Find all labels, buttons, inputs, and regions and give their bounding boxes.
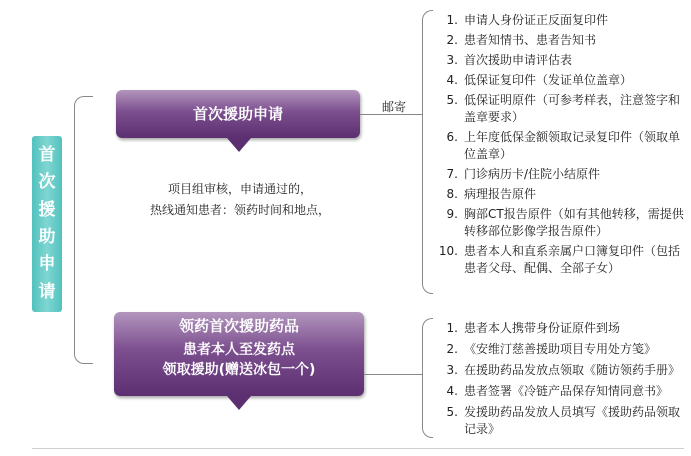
item-number: 4. [446, 73, 458, 87]
item-text: 上年度低保金额领取记录复印件（领取单位盖章） [464, 130, 681, 161]
pickup-steps-list [436, 320, 688, 442]
list-item [436, 166, 684, 183]
item-text: 在援助药品发放点领取《随访领药手册》 [464, 363, 681, 377]
item-number: 7. [446, 167, 458, 181]
item-text: 患者知情书、患者告知书 [464, 33, 597, 47]
item-text: 低保证明原件（可参考样表，注意签字和盖章要求） [464, 93, 681, 124]
item-text: 发援助药品发放人员填写《援助药品领取记录》 [464, 405, 681, 436]
item-number: 2. [446, 33, 458, 47]
side-title-char: 首 [38, 145, 56, 166]
list-item [436, 32, 684, 49]
item-number: 1. [446, 13, 458, 27]
connector-line [364, 374, 422, 375]
side-title-banner [32, 136, 62, 312]
list-item [436, 243, 684, 277]
receive-medicine-title: 领药首次援助药品 [178, 317, 299, 335]
list-item [436, 404, 688, 438]
review-line: 热线通知患者：领药时间和地点， [149, 203, 330, 217]
list-item [436, 72, 684, 89]
down-arrow-icon [227, 138, 251, 152]
pickup-steps-bracket [422, 318, 433, 438]
side-title-char: 申 [38, 254, 56, 275]
item-text: 首次援助申请评估表 [464, 53, 573, 67]
side-title-char: 次 [38, 172, 56, 193]
documents-bracket [422, 10, 433, 294]
item-number: 6. [446, 130, 458, 144]
list-item [436, 12, 684, 29]
item-number: 10. [438, 244, 458, 258]
item-number: 5. [446, 405, 458, 419]
side-title-char: 请 [38, 281, 56, 302]
item-number: 9. [446, 207, 458, 221]
side-title-char: 助 [38, 227, 56, 248]
item-text: 病理报告原件 [464, 187, 537, 201]
item-text: 患者本人携带身份证原件到场 [464, 321, 621, 335]
required-documents-list [436, 12, 684, 280]
item-text: 胸部CT报告原件（如有其他转移，需提供转移部位影像学报告原件） [464, 207, 684, 238]
list-item [436, 320, 688, 337]
list-item [436, 52, 684, 69]
item-number: 1. [446, 321, 458, 335]
list-item [436, 383, 688, 400]
item-number: 2. [446, 342, 458, 356]
item-number: 5. [446, 93, 458, 107]
first-aid-application-label: 首次援助申请 [192, 105, 283, 123]
item-text: 患者签署《冷链产品保存知情同意书》 [464, 384, 669, 398]
review-line: 项目组审核，申请通过的， [167, 182, 312, 196]
item-number: 3. [446, 363, 458, 377]
item-text: 申请人身份证正反面复印件 [464, 13, 609, 27]
review-notice [120, 179, 360, 221]
list-item [436, 341, 688, 358]
list-item [436, 129, 684, 163]
item-text: 《安维汀慈善援助项目专用处方笺》 [464, 342, 657, 356]
list-item [436, 92, 684, 126]
list-item [436, 362, 688, 379]
item-number: 8. [446, 187, 458, 201]
bottom-divider [32, 448, 684, 449]
item-number: 4. [446, 384, 458, 398]
item-text: 患者本人和直系亲属户口簿复印件（包括患者父母、配偶、全部子女） [464, 244, 681, 275]
list-item [436, 186, 684, 203]
item-text: 门诊病历卡/住院小结原件 [464, 167, 601, 181]
first-aid-application-box [116, 90, 360, 138]
list-item [436, 206, 684, 240]
down-arrow-icon [227, 396, 251, 410]
receive-medicine-line: 患者本人至发药点 [183, 342, 295, 358]
item-text: 低保证复印件（发证单位盖章） [464, 73, 633, 87]
receive-medicine-line: 领取援助(赠送冰包一个) [162, 362, 316, 378]
item-number: 3. [446, 53, 458, 67]
main-bracket [74, 96, 93, 364]
receive-medicine-box [114, 312, 364, 396]
mail-label: 邮寄 [382, 100, 407, 114]
side-title-char: 援 [38, 199, 56, 220]
